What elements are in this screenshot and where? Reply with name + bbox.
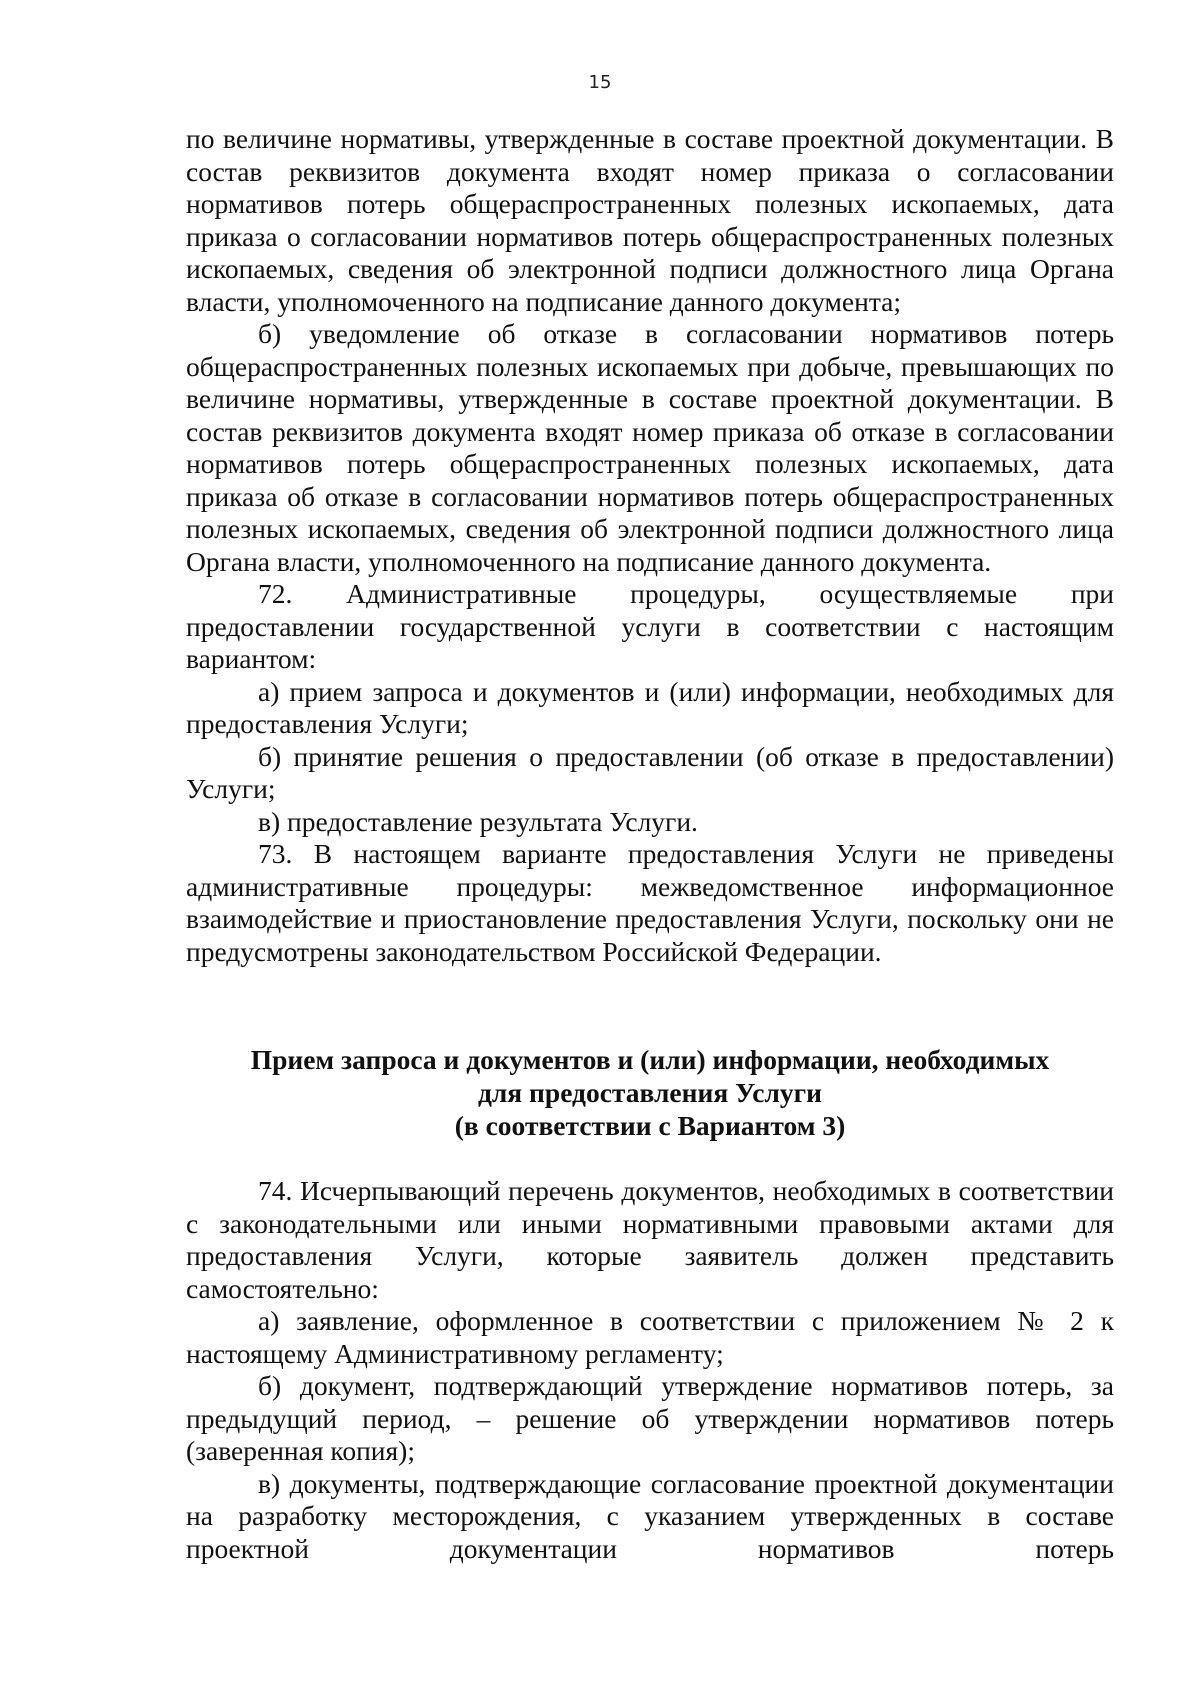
section-heading	[186, 1043, 1114, 1142]
paragraph-72: 72. Административные процедуры, осуществляемые при предоставлении государственной услуги в соответствии с настоящим вариантом:	[186, 578, 1114, 674]
section-heading-line-3: (в соответствии с Вариантом 3)	[454, 1110, 846, 1141]
body-text-section-1	[186, 123, 1114, 968]
paragraph-item-b-notice: б) уведомление об отказе в согласовании нормативов потерь общераспространенных полезных ископаемых при добыче, превышающих по величине нормативы, утвержденные в составе проектной документации. В состав реквизитов документа входят номер приказа об отказе в согласовании нормативов потерь общераспространенных полезных ископаемых, дата приказа об отказе в согласовании нормативов потерь общераспространенных полезных ископаемых, сведения об электронной подписи должностного лица Органа власти, уполномоченного на подписание данного документа.	[186, 318, 1114, 577]
paragraph: по величине нормативы, утвержденные в составе проектной документации. В состав реквизитов документа входят номер приказа о согласовании нормативов потерь общераспространенных полезных ископаемых, дата приказа о согласовании нормативов потерь общераспространенных полезных ископаемых, сведения об электронной подписи должностного лица Органа власти, уполномоченного на подписание данного документа;	[186, 123, 1114, 317]
list-item-b: б) принятие решения о предоставлении (об отказе в предоставлении) Услуги;	[186, 740, 1114, 804]
section-heading-line-1: Прием запроса и документов и (или) информации, необходимых	[250, 1044, 1050, 1075]
page-number: 15	[588, 72, 612, 93]
list-item-a: а) заявление, оформленное в соответствии с приложением № 2 к настоящему Административному регламенту;	[186, 1305, 1114, 1369]
list-item-a: а) прием запроса и документов и (или) информации, необходимых для предоставления Услуги;	[186, 675, 1114, 739]
list-item-c: в) документы, подтверждающие согласование проектной документации на разработку месторождения, с указанием утвержденных в составе проектной документации нормативов потерь	[186, 1467, 1114, 1564]
body-text-section-2	[186, 1175, 1114, 1565]
paragraph-74: 74. Исчерпывающий перечень документов, необходимых в соответствии с законодательными или иными нормативными правовыми актами для предоставления Услуги, которые заявитель должен представить самостоятельно:	[186, 1175, 1114, 1304]
paragraph-73: 73. В настоящем варианте предоставления Услуги не приведены административные процедуры: межведомственное информационное взаимодействие и приостановление предоставления Услуги, поскольку они не предусмотрены законодательством Российской Федерации.	[186, 838, 1114, 967]
list-item-c: в) предоставление результата Услуги.	[258, 805, 698, 837]
list-item-b: б) документ, подтверждающий утверждение нормативов потерь, за предыдущий период, – решение об утверждении нормативов потерь (заверенная копия);	[186, 1370, 1114, 1466]
section-heading-line-2: для предоставления Услуги	[477, 1077, 823, 1108]
